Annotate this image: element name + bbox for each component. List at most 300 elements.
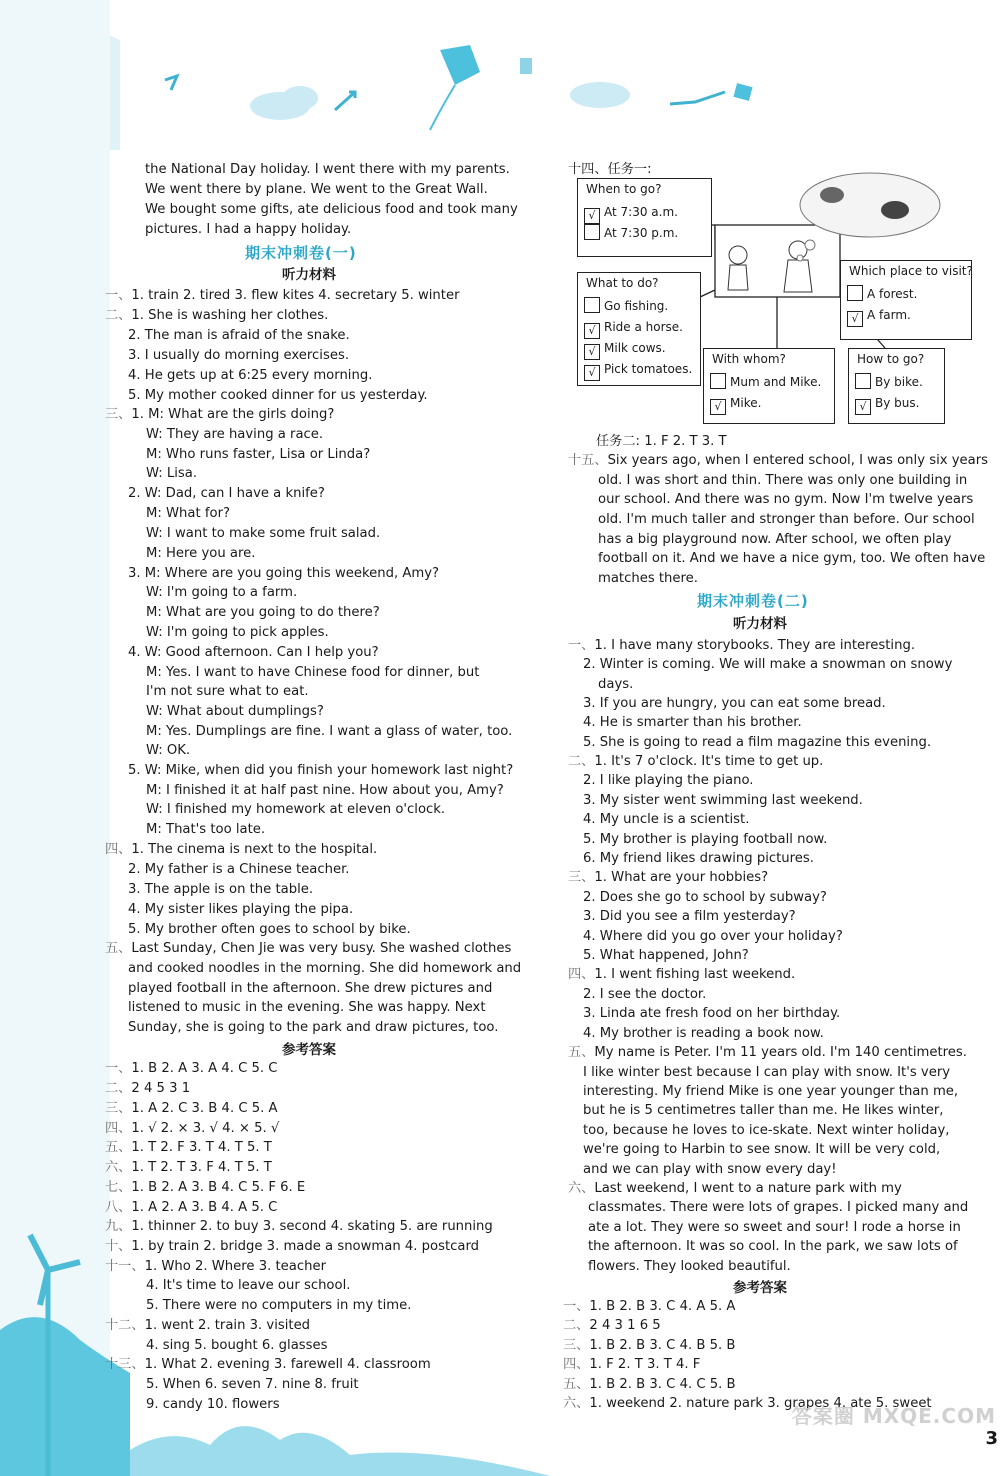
text-line (583, 810, 749, 829)
line-text: 1. She is washing her clothes. (131, 308, 329, 323)
question-number: 十二、 (105, 1318, 145, 1333)
option-label: Ride a horse. (604, 320, 683, 334)
answers-heading-1: 参考答案 (282, 1042, 336, 1058)
text-line (105, 1158, 272, 1177)
line-text: My name is Peter. I'm 11 years old. I'm 140 centimetres. (594, 1045, 967, 1060)
line-text: 1. thinner 2. to buy 3. second 4. skating 5. are running (131, 1219, 493, 1234)
task-option (584, 318, 683, 336)
line-text: 1. T 2. F 3. T 4. T 5. T (131, 1140, 272, 1155)
line-text: ate a lot. They were so sweet and sour! I rode a horse in (588, 1220, 961, 1235)
line-text: 1. B 2. A 3. B 4. C 5. F 6. E (131, 1180, 306, 1195)
question-number: 十五、 (568, 453, 608, 468)
option-label: Pick tomatoes. (604, 362, 693, 376)
line-text: Last Sunday, Chen Jie was very busy. She washed clothes (131, 941, 512, 956)
text-line (588, 1237, 958, 1256)
text-line (583, 888, 827, 907)
task-box-title: Which place to visit? (849, 264, 973, 278)
text-line (146, 623, 329, 642)
line-text: 2. Winter is coming. We will make a snowman on snowy (583, 657, 953, 672)
line-text: 3. M: Where are you going this weekend, Amy? (128, 566, 440, 581)
text-line (105, 1178, 305, 1197)
line-text: We bought some gifts, ate delicious food and took many (145, 202, 518, 217)
option-label: At 7:30 a.m. (604, 205, 678, 219)
line-text: 1. The cinema is next to the hospital. (131, 842, 378, 857)
line-text: classmates. There were lots of grapes. I picked many and (588, 1200, 969, 1215)
text-line (583, 771, 754, 790)
line-text: interesting. My friend Mike is one year younger than me, (583, 1084, 959, 1099)
task-option (710, 373, 821, 391)
task-box (703, 348, 835, 424)
option-label: By bike. (875, 375, 923, 389)
text-line (128, 366, 372, 385)
line-text: 1. B 2. B 3. C 4. B 5. B (589, 1338, 736, 1353)
line-text: but he is 5 centimetres taller than me. He likes winter, (583, 1103, 944, 1118)
text-line (146, 524, 380, 543)
line-text: 2. Does she go to school by subway? (583, 890, 827, 905)
question-number: 十三、 (105, 1357, 145, 1372)
kite-icon (440, 45, 480, 85)
text-line (583, 713, 802, 732)
line-text: 5. My brother often goes to school by bike. (128, 922, 411, 937)
text-line (563, 1355, 700, 1374)
text-line (563, 1336, 735, 1355)
line-text: 4. My sister likes playing the pipa. (128, 902, 354, 917)
question-number: 六、 (568, 1181, 595, 1196)
line-text: M: I finished it at half past nine. How about you, Amy? (146, 783, 504, 798)
line-text: 5. My brother is playing football now. (583, 832, 828, 847)
text-line (146, 781, 504, 800)
line-text: 4. Where did you go over your holiday? (583, 929, 843, 944)
line-text: M: What for? (146, 506, 230, 521)
line-text: 1. I went fishing last weekend. (594, 967, 796, 982)
text-line (568, 965, 795, 984)
line-text: W: OK. (146, 743, 191, 758)
option-label: At 7:30 p.m. (604, 226, 679, 240)
empty-box-icon (584, 297, 600, 313)
text-line (588, 1257, 791, 1276)
question-number: 一、 (563, 1299, 590, 1314)
option-label: Mike. (730, 396, 762, 410)
text-line (598, 490, 973, 509)
question-number: 三、 (568, 870, 595, 885)
question-number: 三、 (105, 1101, 132, 1116)
question-number: 四、 (105, 842, 132, 857)
text-line (563, 1297, 735, 1316)
text-line (128, 900, 353, 919)
line-text: I like winter best because I can play with snow. It's very (583, 1065, 951, 1080)
text-line (128, 920, 411, 939)
text-line (146, 1395, 280, 1414)
text-line (583, 849, 814, 868)
text-line (583, 1004, 840, 1023)
line-text: Sunday, she is going to the park and draw pictures, too. (128, 1020, 499, 1035)
question-number: 六、 (105, 1160, 132, 1175)
text-line (128, 643, 379, 662)
line-text: 1. √ 2. × 3. √ 4. × 5. √ (131, 1121, 280, 1136)
line-text: 5. W: Mike, when did you finish your homework last night? (128, 763, 514, 778)
question-number: 四、 (105, 1121, 132, 1136)
line-text: 3. Did you see a film yesterday? (583, 909, 796, 924)
question-number: 八、 (105, 1200, 132, 1215)
line-text: 4. W: Good afternoon. Can I help you? (128, 645, 379, 660)
task-option (847, 285, 917, 303)
task-option (847, 306, 911, 324)
line-text: 4. He gets up at 6:25 every morning. (128, 368, 373, 383)
text-line (598, 530, 951, 549)
task-box-title: When to go? (586, 182, 662, 196)
line-text: W: I'm going to a farm. (146, 585, 298, 600)
option-label: A farm. (867, 308, 911, 322)
option-label: A forest. (867, 287, 918, 301)
checked-box-icon: √ (584, 365, 600, 381)
task-option (584, 339, 666, 357)
line-text: W: What about dumplings? (146, 704, 324, 719)
line-text: 1. A 2. A 3. B 4. A 5. C (131, 1200, 278, 1215)
line-text: 5. She is going to read a film magazine this evening. (583, 735, 932, 750)
line-text: I'm not sure what to eat. (146, 684, 309, 699)
text-line (128, 860, 350, 879)
line-text: football on it. And we have a nice gym, too. We often have (598, 551, 986, 566)
empty-box-icon (584, 224, 600, 240)
task-option (584, 297, 668, 315)
line-text: W: I finished my homework at eleven o'clock. (146, 802, 446, 817)
text-line (146, 504, 230, 523)
line-text: 4. He is smarter than his brother. (583, 715, 802, 730)
text-line (583, 1121, 949, 1140)
text-line (568, 1043, 967, 1062)
line-text: 4. My brother is reading a book now. (583, 1026, 824, 1041)
text-line (583, 694, 886, 713)
text-line (568, 1179, 902, 1198)
line-text: M: What are you going to do there? (146, 605, 380, 620)
text-line (598, 549, 985, 568)
text-line (146, 1375, 359, 1394)
text-line (146, 741, 190, 760)
line-text: 1. F 2. T 3. T 4. F (589, 1357, 701, 1372)
line-text: 任务二: 1. F 2. T 3. T (596, 434, 727, 449)
text-line (146, 722, 512, 741)
empty-box-icon (710, 373, 726, 389)
task-option (584, 360, 692, 378)
text-line (146, 820, 265, 839)
line-text: listened to music in the evening. She was happy. Next (128, 1000, 486, 1015)
text-line (146, 445, 370, 464)
text-line (568, 636, 915, 655)
checked-box-icon: √ (584, 344, 600, 360)
line-text: 5. What happened, John? (583, 948, 749, 963)
line-text: 1. by train 2. bridge 3. made a snowman 4. postcard (131, 1239, 480, 1254)
text-line (146, 702, 324, 721)
text-line (146, 1276, 350, 1295)
text-line (598, 675, 633, 694)
question-number: 四、 (563, 1357, 590, 1372)
task-box (840, 260, 972, 340)
text-line (128, 564, 439, 583)
option-label: By bus. (875, 396, 920, 410)
line-text: 3. Linda ate fresh food on her birthday. (583, 1006, 841, 1021)
option-label: Go fishing. (604, 299, 669, 313)
line-text: 1. What 2. evening 3. farewell 4. classroom (144, 1357, 431, 1372)
text-line (568, 868, 768, 887)
text-line (598, 569, 698, 588)
checked-box-icon: √ (855, 399, 871, 415)
line-text: 1. Who 2. Where 3. teacher (144, 1259, 326, 1274)
task-box-title: What to do? (586, 276, 659, 290)
task-box (577, 272, 701, 386)
question-number: 五、 (105, 1140, 132, 1155)
text-line (128, 959, 521, 978)
checked-box-icon: √ (710, 399, 726, 415)
text-line (146, 583, 297, 602)
text-line (128, 979, 492, 998)
text-line (105, 1059, 278, 1078)
line-text: 2. W: Dad, can I have a knife? (128, 486, 325, 501)
line-text: flowers. They looked beautiful. (588, 1259, 791, 1274)
question-number: 二、 (105, 308, 132, 323)
line-text: 5. There were no computers in my time. (146, 1298, 412, 1313)
text-line (105, 1316, 310, 1335)
line-text: 3. My sister went swimming last weekend. (583, 793, 863, 808)
text-line (583, 733, 931, 752)
line-text: 2. I like playing the piano. (583, 773, 754, 788)
line-text: M: Yes. Dumplings are fine. I want a glass of water, too. (146, 724, 513, 739)
checked-box-icon: √ (584, 323, 600, 339)
line-text: 1. B 2. A 3. A 4. C 5. C (131, 1061, 278, 1076)
task-option (710, 394, 761, 412)
listening-heading-1: 听力材料 (282, 267, 336, 283)
line-text: 1. M: What are the girls doing? (131, 407, 335, 422)
question-number: 十、 (105, 1239, 132, 1254)
line-text: 1. T 2. T 3. F 4. T 5. T (131, 1160, 272, 1175)
line-text: 1. I have many storybooks. They are interesting. (594, 638, 916, 653)
text-line (583, 1160, 837, 1179)
line-text: 9. candy 10. flowers (146, 1397, 280, 1412)
task-option (584, 203, 678, 221)
text-line (128, 1018, 498, 1037)
question-number: 四、 (568, 967, 595, 982)
line-text: M: Yes. I want to have Chinese food for dinner, but (146, 665, 480, 680)
line-text: 3. The apple is on the table. (128, 882, 314, 897)
line-text: the National Day holiday. I went there with my parents. (145, 162, 510, 177)
line-text: W: I'm going to pick apples. (146, 625, 329, 640)
question-number: 二、 (105, 1081, 132, 1096)
task-option (855, 373, 923, 391)
line-text: 4. My uncle is a scientist. (583, 812, 750, 827)
text-line (598, 510, 975, 529)
line-text: 十四、任务一: (568, 162, 652, 177)
text-line (583, 1140, 940, 1159)
text-line (583, 791, 863, 810)
question-number: 二、 (563, 1318, 590, 1333)
line-text: 6. My friend likes drawing pictures. (583, 851, 814, 866)
text-line (583, 927, 843, 946)
line-text: 2. My father is a Chinese teacher. (128, 862, 350, 877)
option-label: Mum and Mike. (730, 375, 822, 389)
text-line (105, 1119, 279, 1138)
line-text: M: Who runs faster, Lisa or Linda? (146, 447, 371, 462)
text-line (145, 220, 351, 239)
text-line (146, 800, 445, 819)
text-line (146, 1296, 411, 1315)
text-line (145, 180, 488, 199)
listening-heading-2: 听力材料 (733, 616, 787, 632)
text-line (583, 907, 796, 926)
text-line (146, 425, 323, 444)
question-number: 三、 (105, 407, 132, 422)
line-text: Six years ago, when I entered school, I was only six years (607, 453, 989, 468)
line-text: Last weekend, I went to a nature park with my (594, 1181, 902, 1196)
text-line (105, 1217, 493, 1236)
text-line (146, 1336, 328, 1355)
line-text: 5. My mother cooked dinner for us yesterday. (128, 388, 428, 403)
text-line (105, 1198, 277, 1217)
line-text: 2. I see the doctor. (583, 987, 707, 1002)
text-line (583, 1101, 943, 1120)
line-text: W: Lisa. (146, 466, 198, 481)
line-text: W: They are having a race. (146, 427, 324, 442)
question-number: 五、 (563, 1377, 590, 1392)
line-text: 1. B 2. B 3. C 4. A 5. A (589, 1299, 736, 1314)
line-text: and cooked noodles in the morning. She did homework and (128, 961, 522, 976)
header-decoration (0, 0, 1000, 150)
line-text: days. (598, 677, 634, 692)
question-number: 一、 (105, 288, 132, 303)
text-line (105, 1355, 431, 1374)
checked-box-icon: √ (584, 208, 600, 224)
text-line (583, 830, 827, 849)
line-text: 1. B 2. B 3. C 4. C 5. B (589, 1377, 736, 1392)
text-line (563, 1316, 661, 1335)
task-box (848, 348, 945, 424)
text-line (128, 386, 428, 405)
line-text: pictures. I had a happy holiday. (145, 222, 352, 237)
text-line (146, 603, 380, 622)
line-text: 4. sing 5. bought 6. glasses (146, 1338, 328, 1353)
text-line (563, 1375, 736, 1394)
exam1-title: 期末冲刺卷(一) (245, 244, 357, 262)
line-text: 1. A 2. C 3. B 4. C 5. A (131, 1101, 278, 1116)
text-line (146, 464, 197, 483)
line-text: W: I want to make some fruit salad. (146, 526, 381, 541)
line-text: 2 4 3 1 6 5 (589, 1318, 661, 1333)
text-line (105, 286, 459, 305)
line-text: 1. train 2. tired 3. flew kites 4. secretary 5. winter (131, 288, 460, 303)
text-line (105, 939, 511, 958)
text-line (588, 1218, 961, 1237)
line-text: and we can play with snow every day! (583, 1162, 837, 1177)
question-number: 五、 (568, 1045, 595, 1060)
text-line (128, 326, 350, 345)
text-line (105, 1237, 479, 1256)
text-line (583, 1082, 958, 1101)
empty-box-icon (855, 373, 871, 389)
line-text: matches there. (598, 571, 698, 586)
question-number: 六、 (563, 1396, 590, 1411)
line-text: our school. And there was no gym. Now I'm twelve years (598, 492, 974, 507)
question-number: 一、 (568, 638, 595, 653)
line-text: 4. It's time to leave our school. (146, 1278, 351, 1293)
text-line (583, 985, 706, 1004)
text-line (146, 544, 255, 563)
line-text: 1. weekend 2. nature park 3. grapes 4. ate 5. sweet (589, 1396, 932, 1411)
text-line (583, 655, 952, 674)
text-line (105, 306, 328, 325)
text-line (105, 1099, 278, 1118)
question-number: 三、 (563, 1338, 590, 1353)
text-line (568, 451, 988, 470)
line-text: too, because he loves to ice-skate. Next winter holiday, (583, 1123, 950, 1138)
line-text: 1. What are your hobbies? (594, 870, 769, 885)
watermark: 答案圈 MXQE.COM (791, 1404, 996, 1428)
text-line (145, 200, 518, 219)
line-text: old. I'm much taller and stronger than before. Our school (598, 512, 975, 527)
question-number: 二、 (568, 754, 595, 769)
text-line (146, 682, 309, 701)
bottom-decoration (130, 1405, 550, 1476)
checked-box-icon: √ (847, 311, 863, 327)
text-line (105, 1257, 326, 1276)
line-text: 1. It's 7 o'clock. It's time to get up. (594, 754, 824, 769)
text-line (105, 1138, 272, 1157)
text-line (583, 946, 749, 965)
line-text: played football in the afternoon. She drew pictures and (128, 981, 493, 996)
text-line (588, 1198, 968, 1217)
task-box-title: How to go? (857, 352, 925, 366)
line-text: has a big playground now. After school, we often play (598, 532, 952, 547)
text-line (128, 484, 325, 503)
line-text: We went there by plane. We went to the Great Wall. (145, 182, 488, 197)
text-line (145, 160, 510, 179)
page-number: 3 (985, 1428, 998, 1449)
answers-heading-2: 参考答案 (733, 1280, 787, 1296)
task-box-title: With whom? (712, 352, 786, 366)
task-option (855, 394, 919, 412)
question-number: 七、 (105, 1180, 132, 1195)
text-line (146, 663, 479, 682)
question-number: 十一、 (105, 1259, 145, 1274)
question-number: 一、 (105, 1061, 132, 1076)
text-line (128, 346, 349, 365)
text-line (598, 471, 967, 490)
line-text: old. I was short and thin. There was only one building in (598, 473, 968, 488)
question-number: 五、 (105, 941, 132, 956)
line-text: M: That's too late. (146, 822, 266, 837)
text-line (105, 840, 377, 859)
option-label: Milk cows. (604, 341, 666, 355)
line-text: the afternoon. It was so cool. In the park, we saw lots of (588, 1239, 958, 1254)
line-text: we're going to Harbin to see snow. It will be very cold, (583, 1142, 941, 1157)
line-text: 2 4 5 3 1 (131, 1081, 191, 1096)
text-line (568, 752, 823, 771)
text-line (128, 761, 513, 780)
text-line (105, 405, 334, 424)
line-text: 1. went 2. train 3. visited (144, 1318, 311, 1333)
line-text: 3. If you are hungry, you can eat some bread. (583, 696, 886, 711)
text-line (105, 1079, 190, 1098)
line-text: 2. The man is afraid of the snake. (128, 328, 350, 343)
text-line (128, 998, 486, 1017)
text-line (583, 1063, 950, 1082)
line-text: M: Here you are. (146, 546, 256, 561)
line-text: 5. When 6. seven 7. nine 8. fruit (146, 1377, 359, 1392)
line-text: 3. I usually do morning exercises. (128, 348, 350, 363)
question-number: 九、 (105, 1219, 132, 1234)
empty-box-icon (847, 285, 863, 301)
exam2-title: 期末冲刺卷(二) (697, 592, 809, 610)
task-box (577, 178, 712, 257)
task-option (584, 224, 678, 242)
text-line (583, 1024, 824, 1043)
